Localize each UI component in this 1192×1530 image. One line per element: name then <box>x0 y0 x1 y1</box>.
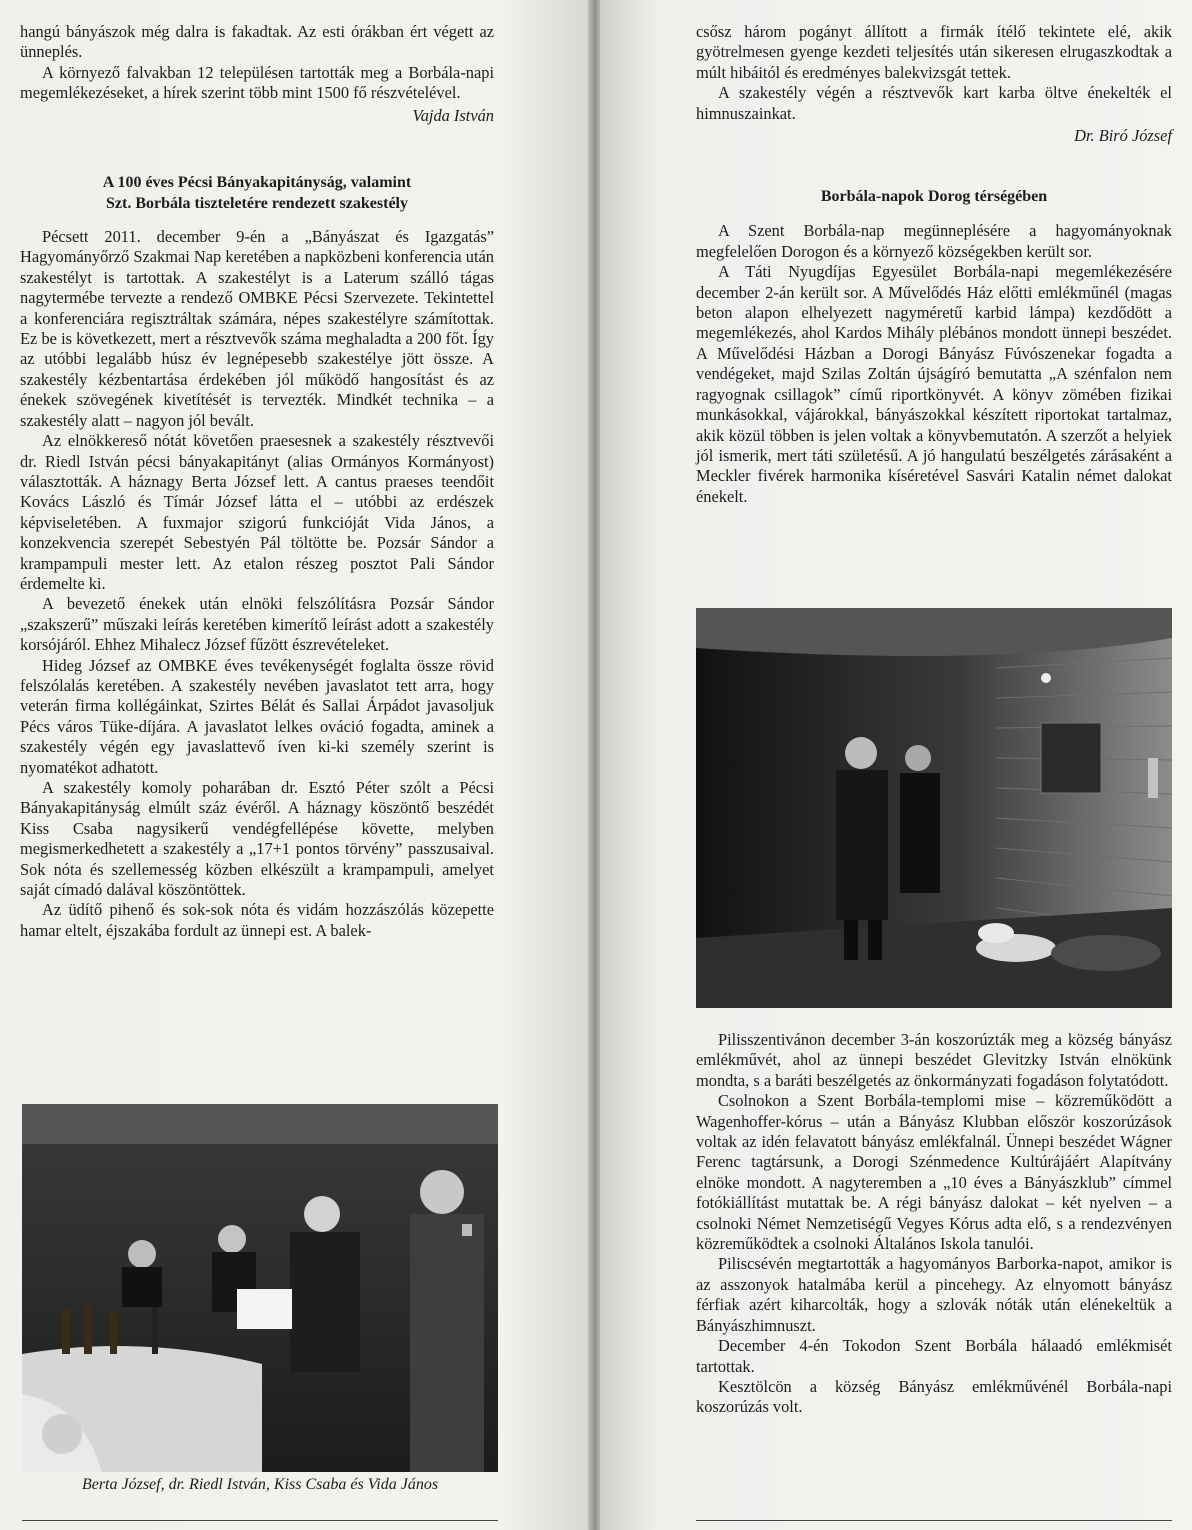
right-intro-paragraph-1: csősz három pogányt állított a firmák ítélő tekintete elé, akik gyötrelmesen gyenge kezdeti teljesítés után sikeresen elrugaszkodtak a múlt hibáitól és eredményes balekvizsgát tettek. <box>696 22 1172 82</box>
left-intro-signature: Vajda István <box>412 105 494 125</box>
right-page <box>600 0 1192 1530</box>
dorog-article-title: Borbála-napok Dorog térségében <box>820 188 1048 206</box>
banquet-photo-caption: Berta József, dr. Riedl István, Kiss Csaba és Vida János <box>81 1476 439 1493</box>
right-paragraph-5: Piliscsévén megtartották a hagyományos Barborka-napot, amikor is az asszonyok hatalmába kerül a pincehegy. Az elnyomott bányász férfiak azért kiharcolták, hogy a szlovák nóták után elénekeltük a Bányászhimnuszt. <box>696 1254 1172 1335</box>
right-intro-signature: Dr. Biró József <box>1074 126 1172 146</box>
right-paragraph-4: Csolnokon a Szent Borbála-templomi mise – közreműködött a Wagenhoffer-kórus – után a Bányász Klubban először koszorúzások voltak az idén felavatott bányász emlékfalnál. Ünnepi beszédet Wágner Ferenc tagtársunk, a Dorogi Szénmedence Kultúrájáért Alapítvány elnöke mondott. A nagyteremben a „10 éves a Bányászklub” címmel fotókiállítást mutattak be. A régi bányász dalokat – két nyelven – a csolnoki Német Nemzetiségű Vegyes Kórus adta elő, s a rendezvényen közreműködtek a csolnoki Általános Iskola tanulói. <box>696 1091 1172 1254</box>
right-paragraph-2: A Táti Nyugdíjas Egyesület Borbála-napi megemlékezésére december 2-án került sor. A Művelődés Ház előtti emlékműnél (magas beton alapon elhelyezett nagyméretű karbid lámpa) kezdődött a megemlékezés, ahol Kardos Mihály plébános mondott ünnepi beszédet. A Művelődési Házban a Dorogi Bányász Fúvószenekar fogadta a vendégeket, majd Szilas Zoltán újságíró bemutatta „A szénfalon nem ragyognak csillagok” című riportkönyvét. A könyv zömében fizikai munkásokkal, vájárokkal, bányászokkal készített riportokat tartalmaz, akik közül többen is jelen voltak a könyvbemutatón. A szerzőt a helyiek jól ismerik, mert táti születésű. A jó hangulatú beszélgetés zárásaként a Meckler fivérek harmonika kíséretével Sasvári Katalin német dalokat énekelt. <box>696 262 1172 506</box>
banquet-photo <box>22 1104 498 1472</box>
left-intro-paragraph-2: A környező falvakban 12 településen tartották meg a Borbála-napi megemlékezéseket, a hírek szerint több mint 1500 fő részvételével. <box>20 62 494 103</box>
left-paragraph-3: A bevezető énekek után elnöki felszólításra Pozsár Sándor „szakszerű” műszaki leírás keretében kimerítő leírást adott a szakestély korsójáról. Ehhez Mihalecz József fűzött észrevételeket. <box>20 594 494 655</box>
right-bottom-column <box>696 1030 1172 1418</box>
left-paragraph-5: A szakestély komoly poharában dr. Esztó Péter szólt a Pécsi Bányakapitányság elmúlt száz évéről. A háznagy köszöntő beszédét Kiss Csaba nagysikerű vendégfellépése követte, melyben megismerkedhetett a szakestély a „17+1 pontos törvény” passzusaival. Sok nóta és szellemesség közben elkészült a krampampuli, amelyet saját címadó dalával köszöntöttek. <box>20 778 494 900</box>
left-page <box>0 0 590 1530</box>
right-intro-paragraph-2: A szakestély végén a résztvevők kart karba öltve énekelték el himnuszainkat. <box>696 83 1172 123</box>
memorial-photo <box>696 608 1172 1008</box>
memorial-photo-image <box>696 608 1172 1008</box>
right-paragraph-3: Pilisszentivánon december 3-án koszorúzták meg a község bányász emlékművét, ahol az ünnepi beszédet Glevitzky István elnökünk mondta, s a baráti beszélgetés az önkormányzati fogadáson folytatódott. <box>696 1030 1172 1090</box>
banquet-photo-image <box>22 1104 498 1472</box>
right-intro-column <box>696 22 1172 507</box>
left-paragraph-2: Az elnökkereső nótát követően praesesnek a szakestély résztvevői dr. Riedl István pécsi bányakapitányt (alias Ormányos Kormányost) választották. A háznagy Berta József lett. A cantus praeses teendőit Kovács László és Tímár József látta el – utóbbi az erdészek képviseletében. A fuxmajor szigorú funkcióját Vida János, a konzekvencia szerepét Sebestyén Pál töltötte be. Pozsár Sándor a krampampuli mester lett. Az etalon részeg posztot Pali Sándor érdemelte ki. <box>20 431 494 593</box>
right-paragraph-7: Kesztölcön a község Bányász emlékművénél Borbála-napi koszorúzás volt. <box>696 1376 1172 1417</box>
left-intro-paragraph-1: hangú bányászok még dalra is fakadtak. Az esti órákban ért végett az ünneplés. <box>20 22 494 62</box>
left-paragraph-1: Pécsett 2011. december 9-én a „Bányászat és Igazgatás” Hagyományőrző Szakmai Nap keretében a napközbeni konferencia után szakestélyt is tartottak. A szakestélyt is a Laterum szálló tágas nagytermébe tervezte a rendező OMBKE Pécsi Szervezete. Tekintettel a konferenciára regisztráltak számára, népes szakestélyre számítottak. Ez be is következett, mert a résztvevők száma meghaladta a 200 főt. Így az utóbbi legalább húsz év legnépesebb szakestélye jött össze. A szakestély kézbentartása érdekében jól működő hangosítást és az énekek szövegének kivetítését is tervezték. Mindkét technika – a szakestély alatt – nagyon jól bevált. <box>20 227 494 430</box>
left-footer-rule <box>22 1520 498 1521</box>
article-title-line-1: A 100 éves Pécsi Bányakapitányság, valamint <box>102 174 412 192</box>
right-footer-rule <box>696 1520 1172 1521</box>
left-paragraph-4: Hideg József az OMBKE éves tevékenységét foglalta össze rövid felszólalás keretében. A szakestély nevében javaslatot tett arra, hogy veterán firma kollégáinkat, Szirtes Bélát és Sallai Árpádot javasoljuk Pécs város Tüke-díjára. A javaslatot lelkes ováció fogadta, aminek a szakestély végén egy javaslattevő íven ki-ki személy szerint is nyomatékot adhatott. <box>20 655 494 777</box>
left-paragraph-6: Az üdítő pihenő és sok-sok nóta és vidám hozzászólás közepette hamar eltelt, éjszakába fordult az ünnepi est. A balek- <box>20 900 494 940</box>
right-paragraph-1: A Szent Borbála-nap megünneplésére a hagyományoknak megfelelően Dorogon és a környező községekben került sor. <box>696 221 1172 261</box>
article-title-line-2: Szt. Borbála tiszteletére rendezett szakestély <box>106 195 408 213</box>
right-paragraph-6: December 4-én Tokodon Szent Borbála hálaadó emlékmisét tartottak. <box>696 1336 1172 1376</box>
left-intro-column <box>20 22 494 941</box>
